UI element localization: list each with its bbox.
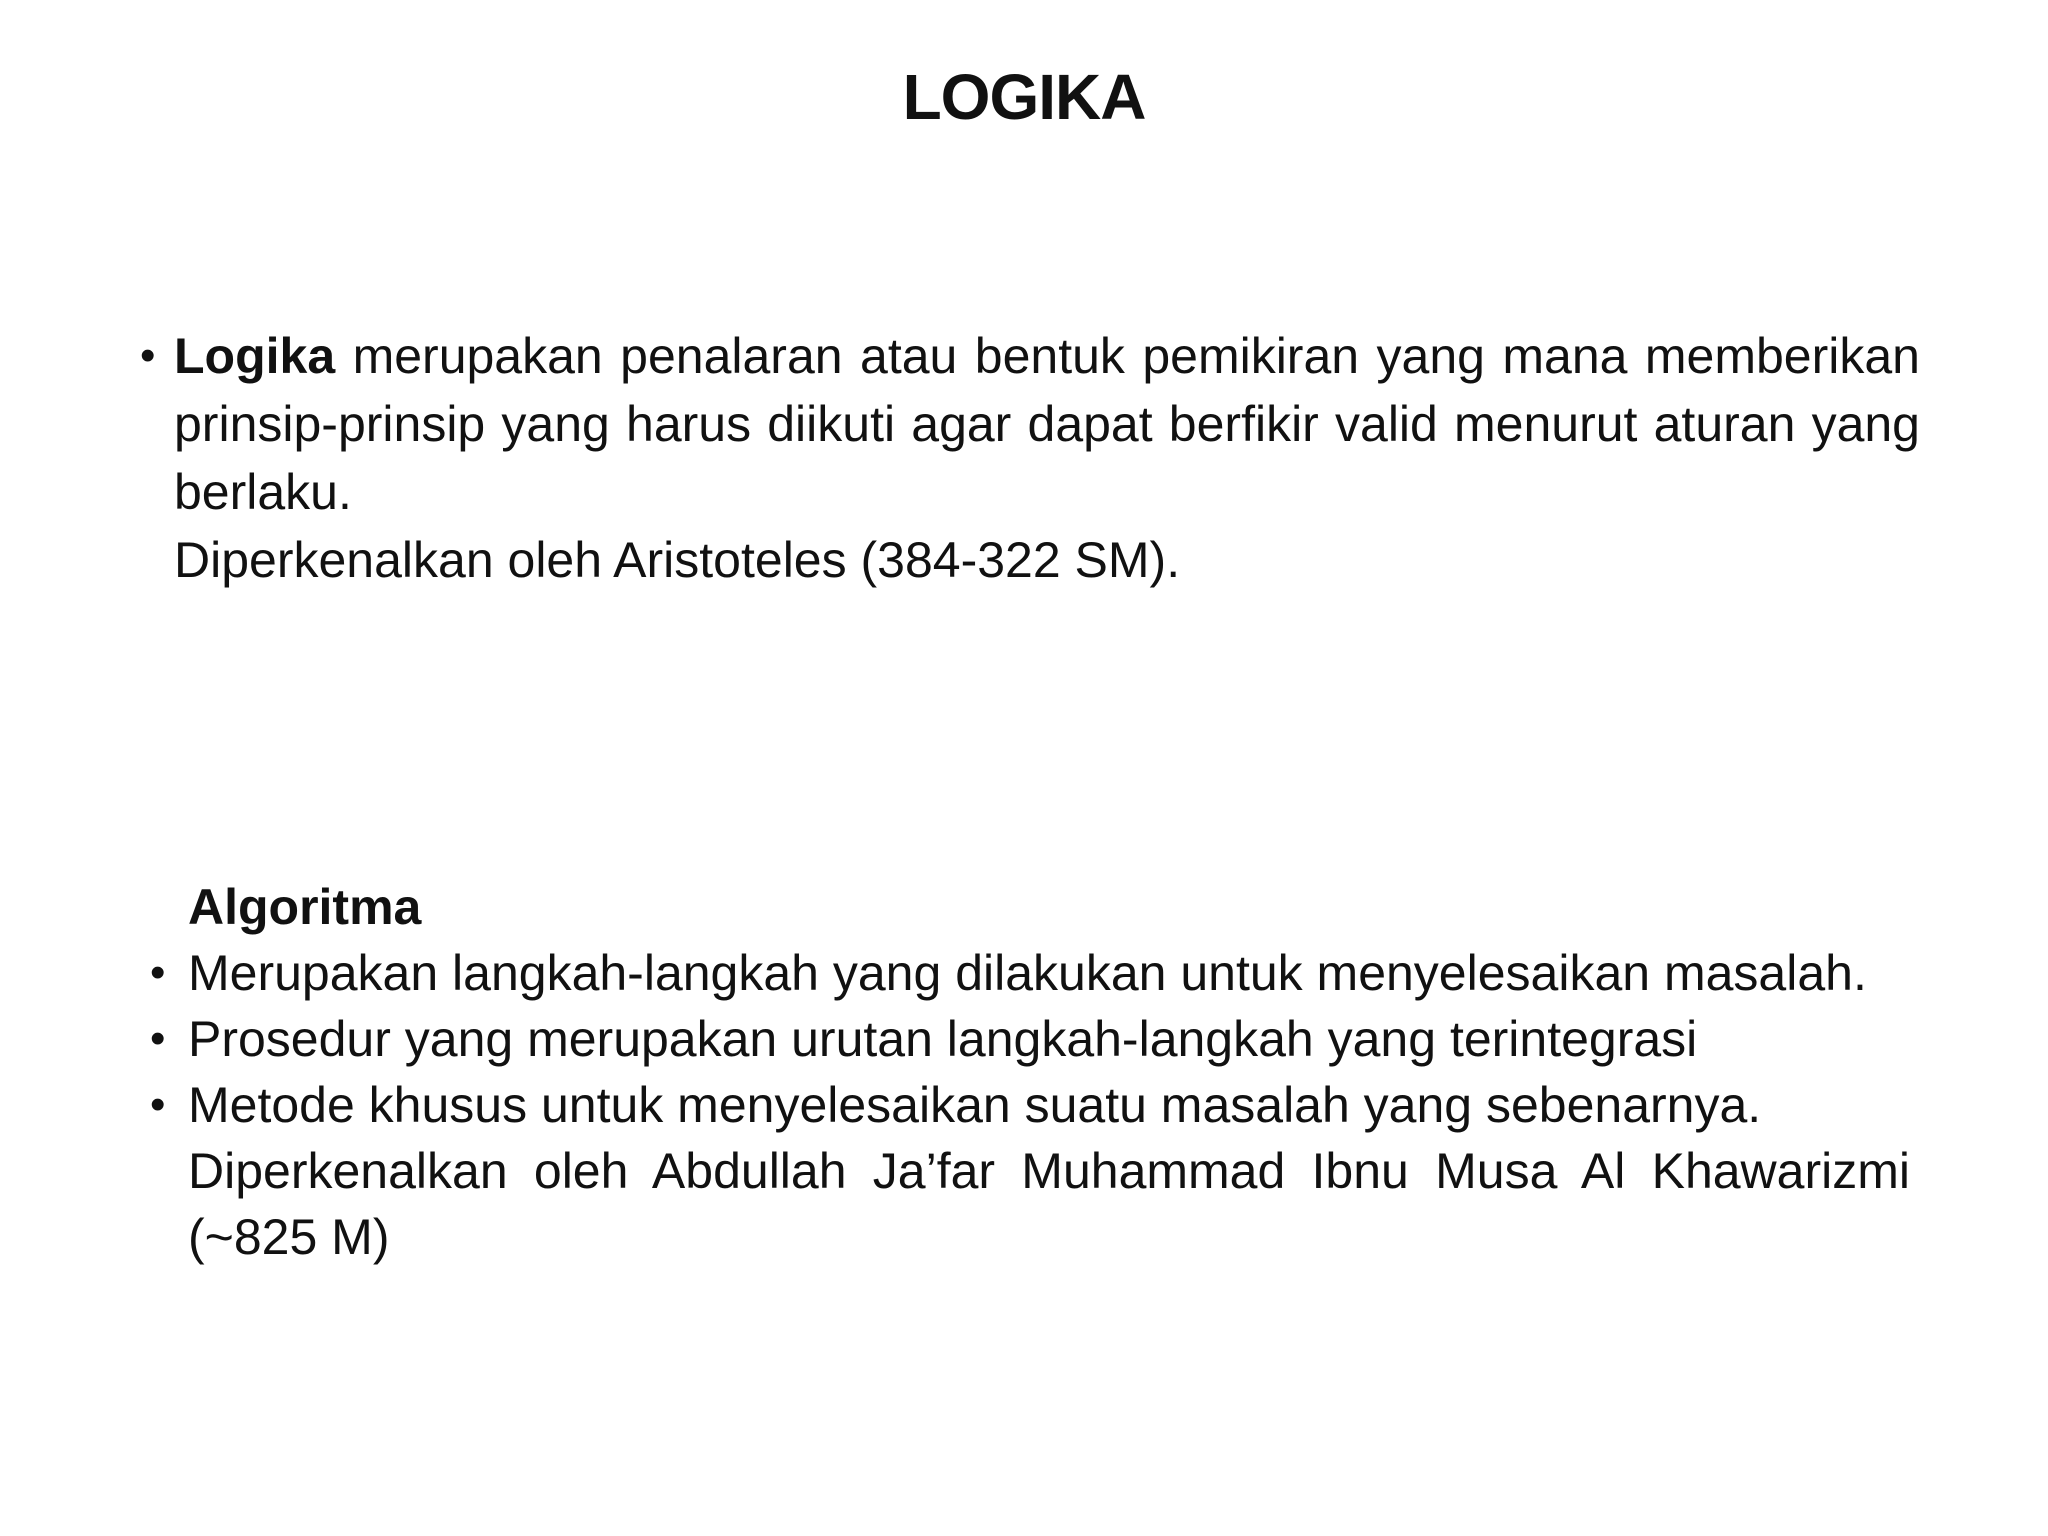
logika-term: Logika <box>174 328 336 384</box>
slide-title: LOGIKA <box>902 61 1146 133</box>
algoritma-section <box>150 874 1910 1270</box>
algoritma-bullet-text: Merupakan langkah-langkah yang dilakukan untuk menyelesaikan masalah. <box>188 945 1867 1001</box>
algoritma-heading: Algoritma <box>188 879 422 935</box>
bullet-icon: • <box>150 1014 166 1063</box>
algoritma-introduced-by: Diperkenalkan oleh Abdullah Ja’far Muhammad Ibnu Musa Al Khawarizmi <box>188 1143 1910 1199</box>
bullet-icon: • <box>150 948 166 997</box>
logika-definition-text: merupakan penalaran atau bentuk pemikiran yang mana memberikan prinsip-prinsip yang harus diikuti agar dapat berfikir valid menurut aturan yang berlaku. <box>174 328 1920 520</box>
logika-definition <box>174 322 1920 526</box>
algoritma-bullet-text: Metode khusus untuk menyelesaikan suatu masalah yang sebenarnya. <box>188 1077 1762 1133</box>
algoritma-introduced-date: (~825 M) <box>188 1209 390 1265</box>
bullet-icon: • <box>150 1080 166 1129</box>
list-item <box>150 940 1910 1006</box>
list-item <box>150 1072 1910 1270</box>
algoritma-bullet-text: Prosedur yang merupakan urutan langkah-langkah yang terintegrasi <box>188 1011 1698 1067</box>
bullet-icon: • <box>140 331 156 380</box>
logika-introduced-by: Diperkenalkan oleh Aristoteles (384-322 SM). <box>174 532 1181 588</box>
list-item <box>150 1006 1910 1072</box>
logika-bullet <box>140 322 1920 594</box>
logika-section <box>140 322 1920 594</box>
